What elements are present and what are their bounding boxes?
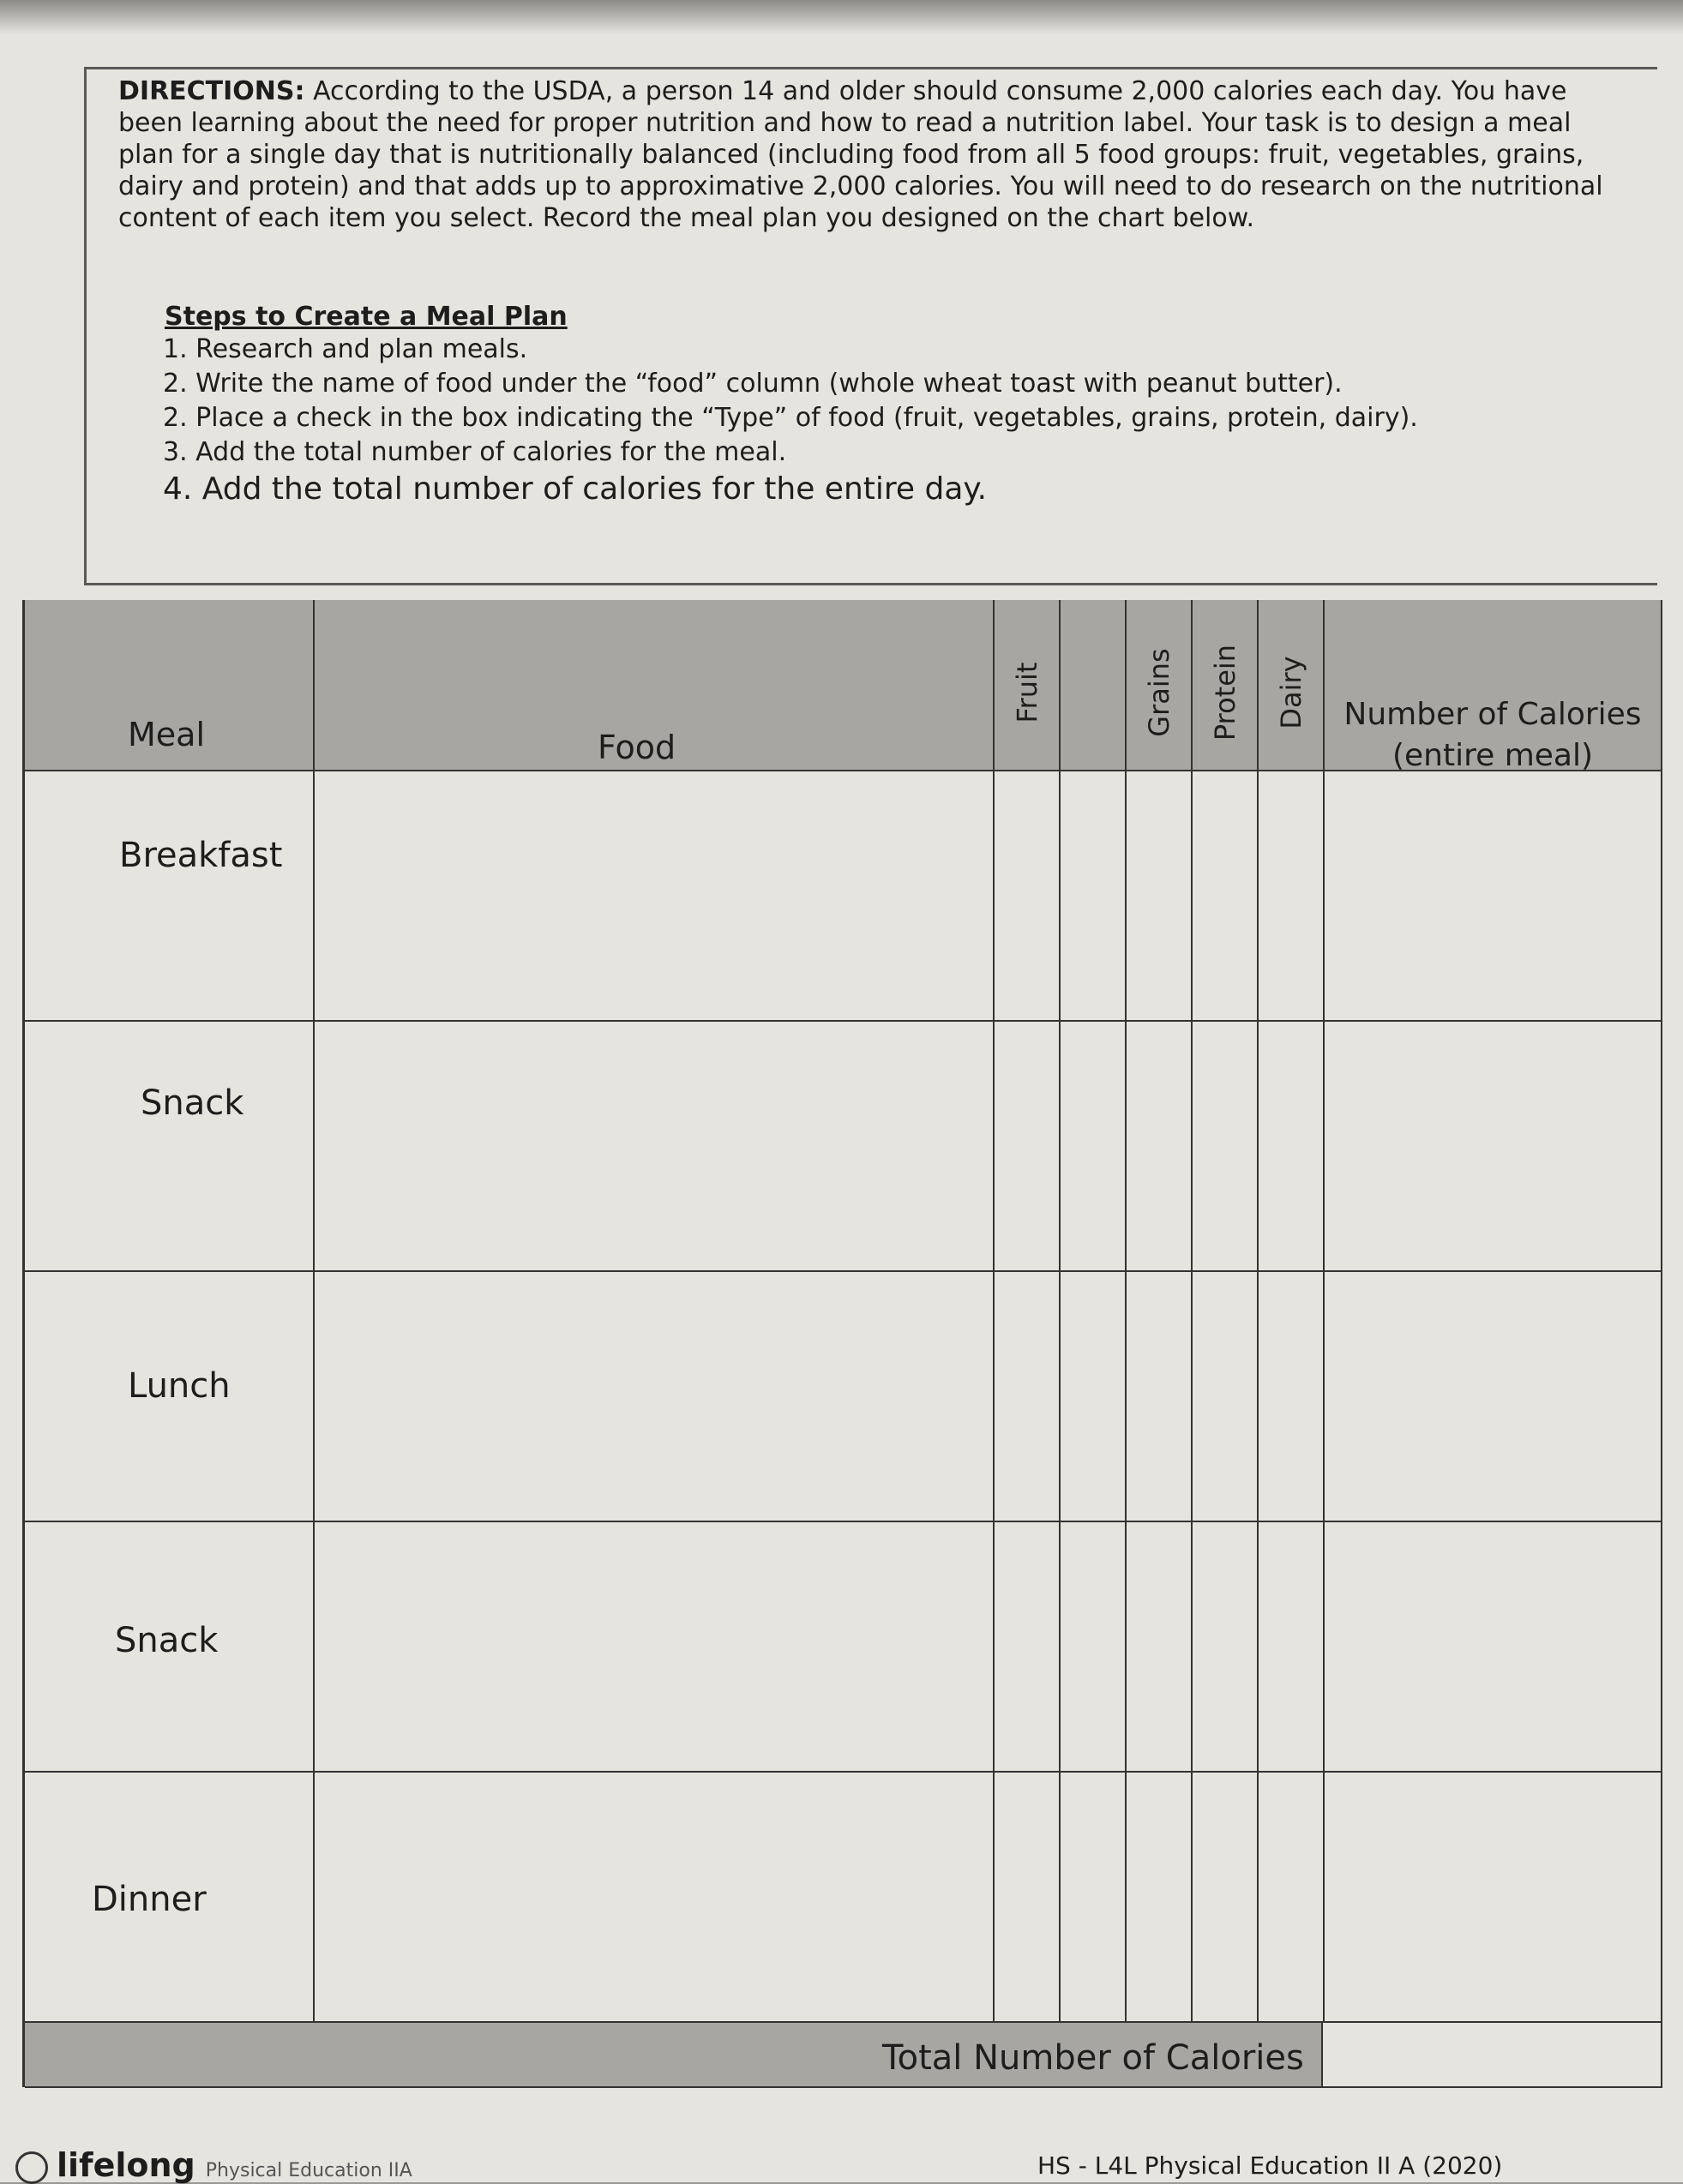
logo-circle-icon bbox=[15, 2151, 48, 2184]
meal-plan-table bbox=[22, 600, 1660, 2087]
meal-cell bbox=[25, 1522, 315, 1773]
step-item: 2. Place a check in the box indicating the “Type” of food (fruit, vegetables, grains, protein, dairy). bbox=[163, 403, 1418, 433]
grains-check-cell[interactable] bbox=[1127, 1272, 1193, 1522]
step-item: 3. Add the total number of calories for the meal. bbox=[163, 437, 787, 467]
grains-check-cell[interactable] bbox=[1127, 1773, 1193, 2023]
header-calories-line1: Number of Calories bbox=[1343, 697, 1642, 732]
food-input-cell[interactable] bbox=[315, 1773, 995, 2023]
dairy-check-cell[interactable] bbox=[1259, 771, 1325, 1022]
food-input-cell[interactable] bbox=[315, 771, 995, 1022]
steps-list bbox=[163, 333, 1418, 509]
header-fruit bbox=[995, 600, 1061, 771]
directions-paragraph bbox=[118, 75, 1627, 234]
directions-heading: DIRECTIONS: bbox=[118, 76, 305, 106]
header-protein bbox=[1193, 600, 1259, 771]
step-item: 4. Add the total number of calories for the entire day. bbox=[163, 471, 988, 507]
fruit-check-cell[interactable] bbox=[995, 1272, 1061, 1522]
header-meal bbox=[25, 600, 315, 771]
calories-input-cell[interactable] bbox=[1325, 1522, 1662, 1773]
total-label: Total Number of Calories bbox=[882, 2038, 1304, 2078]
total-row bbox=[25, 2023, 1662, 2088]
header-dairy-label: Dairy bbox=[1274, 656, 1307, 729]
header-meal-label: Meal bbox=[128, 716, 206, 753]
calories-input-cell[interactable] bbox=[1325, 1272, 1662, 1522]
meal-cell bbox=[25, 771, 315, 1022]
fruit-check-cell[interactable] bbox=[995, 1773, 1061, 2023]
header-food bbox=[315, 600, 995, 771]
vegetables-check-cell[interactable] bbox=[1061, 1773, 1127, 2023]
vegetables-check-cell[interactable] bbox=[1061, 1022, 1127, 1272]
calories-input-cell[interactable] bbox=[1325, 1022, 1662, 1272]
vegetables-check-cell[interactable] bbox=[1061, 1272, 1127, 1522]
course-title: HS - L4L Physical Education II A (2020) bbox=[1037, 2151, 1503, 2180]
meal-label: Snack bbox=[141, 1083, 244, 1123]
page-footer bbox=[0, 2143, 1683, 2182]
header-fruit-label: Fruit bbox=[1010, 662, 1043, 723]
calories-input-cell[interactable] bbox=[1325, 1773, 1662, 2023]
dairy-check-cell[interactable] bbox=[1259, 1272, 1325, 1522]
header-food-label: Food bbox=[598, 729, 676, 766]
meal-label: Snack bbox=[115, 1621, 219, 1660]
grains-check-cell[interactable] bbox=[1127, 1022, 1193, 1272]
header-grains bbox=[1127, 600, 1193, 771]
step-item: 2. Write the name of food under the “food” column (whole wheat toast with peanut butter). bbox=[163, 369, 1343, 399]
protein-check-cell[interactable] bbox=[1193, 771, 1259, 1022]
food-input-cell[interactable] bbox=[315, 1022, 995, 1272]
fruit-check-cell[interactable] bbox=[995, 771, 1061, 1022]
lifelong-logo bbox=[15, 2146, 412, 2184]
food-input-cell[interactable] bbox=[315, 1272, 995, 1522]
vegetables-check-cell[interactable] bbox=[1061, 1522, 1127, 1773]
protein-check-cell[interactable] bbox=[1193, 1272, 1259, 1522]
step-item: 1. Research and plan meals. bbox=[163, 334, 528, 364]
header-protein-label: Protein bbox=[1208, 644, 1241, 741]
meal-cell bbox=[25, 1022, 315, 1272]
total-calories-input[interactable] bbox=[1321, 2023, 1661, 2086]
page-edge-shadow bbox=[0, 0, 1683, 34]
directions-text: According to the USDA, a person 14 and older should consume 2,000 calories each day. You have been learning about the need for proper nutrition and how to read a nutrition label. Your task is to design a meal plan for a single day that is nutritionally balanced (including food from all 5 food groups: fruit, vegetables, grains, dairy and protein) and that adds up to approximative 2,000 calories. You will need to do research on the nutritional content of each item you select. Record the meal plan you designed on the chart below. bbox=[118, 76, 1603, 233]
dairy-check-cell[interactable] bbox=[1259, 1773, 1325, 2023]
meal-label: Dinner bbox=[92, 1880, 207, 1919]
food-input-cell[interactable] bbox=[315, 1522, 995, 1773]
dairy-check-cell[interactable] bbox=[1259, 1022, 1325, 1272]
meal-cell bbox=[25, 1773, 315, 2023]
steps-title: Steps to Create a Meal Plan bbox=[165, 302, 568, 332]
protein-check-cell[interactable] bbox=[1193, 1773, 1259, 2023]
calories-input-cell[interactable] bbox=[1325, 771, 1662, 1022]
dairy-check-cell[interactable] bbox=[1259, 1522, 1325, 1773]
logo-subtitle: Physical Education IIA bbox=[205, 2160, 412, 2181]
protein-check-cell[interactable] bbox=[1193, 1022, 1259, 1272]
grains-check-cell[interactable] bbox=[1127, 1522, 1193, 1773]
meal-label: Lunch bbox=[128, 1366, 231, 1406]
header-vegetables bbox=[1061, 600, 1127, 771]
header-dairy bbox=[1259, 600, 1325, 771]
protein-check-cell[interactable] bbox=[1193, 1522, 1259, 1773]
meal-cell bbox=[25, 1272, 315, 1522]
header-grains-label: Grains bbox=[1142, 648, 1175, 737]
logo-text: lifelong bbox=[57, 2146, 195, 2184]
fruit-check-cell[interactable] bbox=[995, 1522, 1061, 1773]
header-calories-line2: (entire meal) bbox=[1391, 738, 1594, 773]
fruit-check-cell[interactable] bbox=[995, 1022, 1061, 1272]
vegetables-check-cell[interactable] bbox=[1061, 771, 1127, 1022]
header-calories bbox=[1325, 600, 1662, 771]
meal-label: Breakfast bbox=[119, 836, 283, 875]
grains-check-cell[interactable] bbox=[1127, 771, 1193, 1022]
